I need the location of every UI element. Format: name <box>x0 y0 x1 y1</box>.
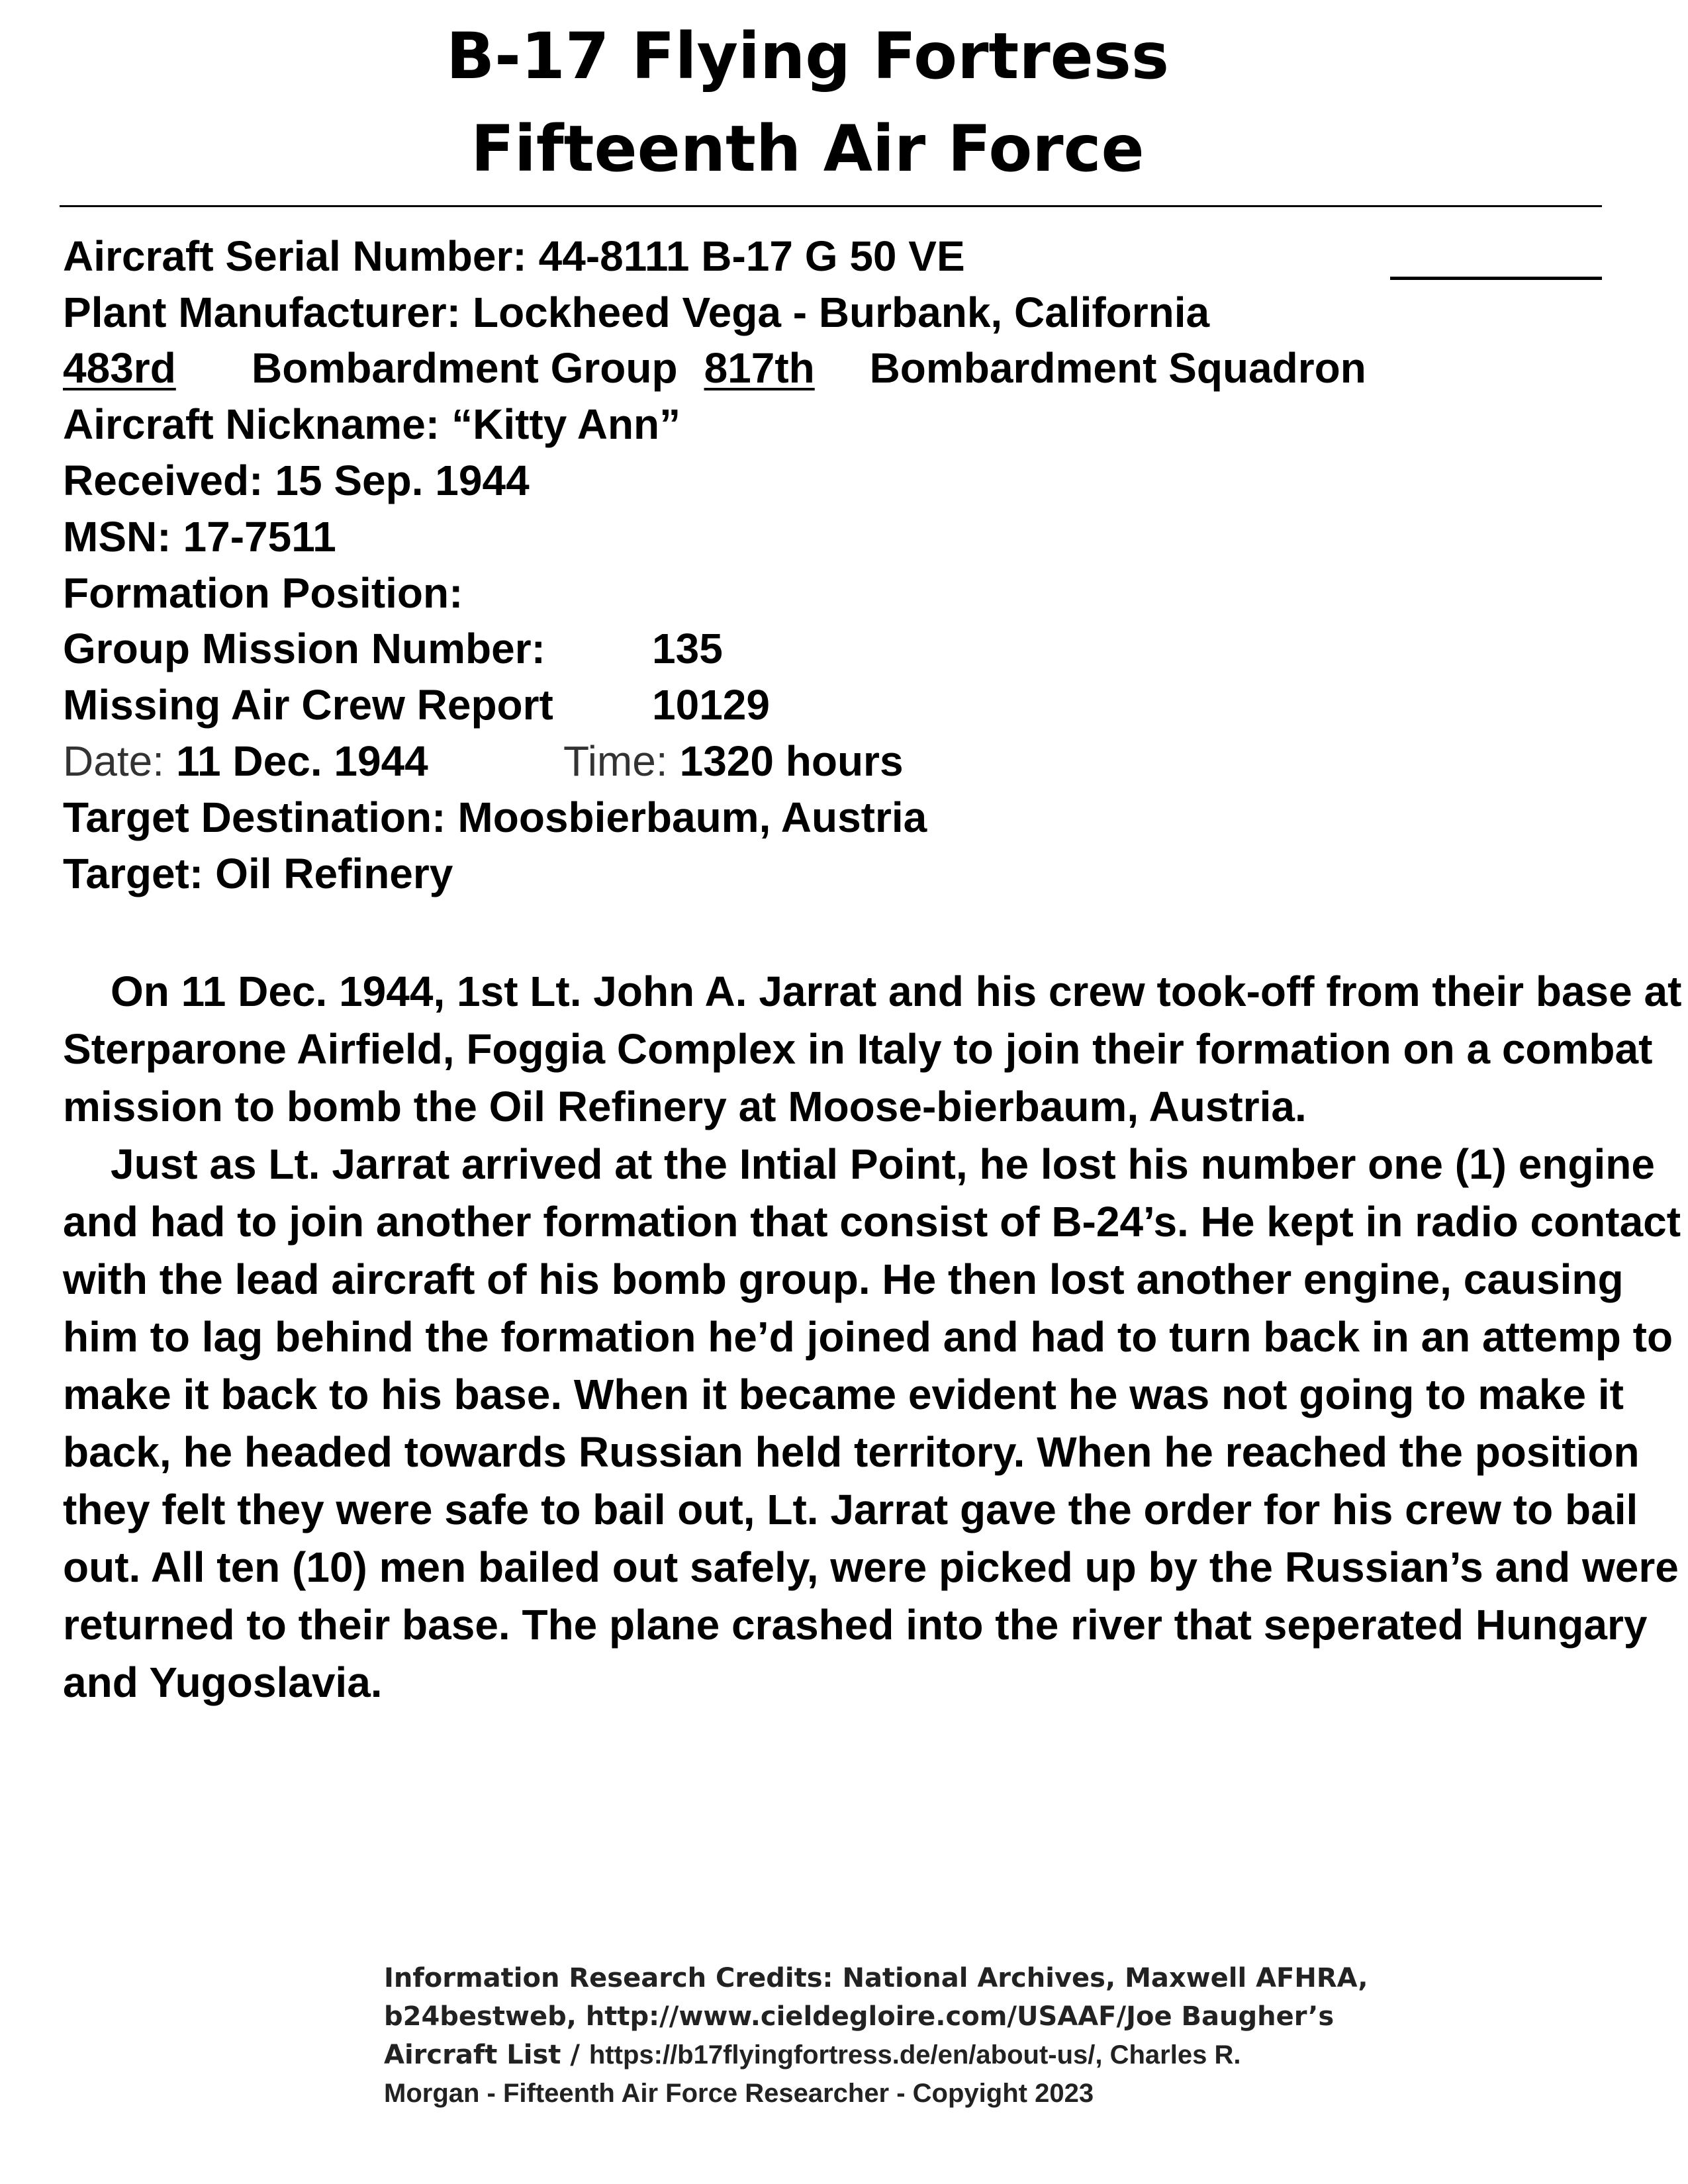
squadron-number: 817th <box>704 344 815 392</box>
research-credits <box>384 1959 1377 2113</box>
page-title: B-17 Flying Fortress <box>445 19 1170 93</box>
credits-line-4: Morgan - Fifteenth Air Force Researcher - Copyight 2023 <box>384 2079 1094 2108</box>
credits-line-1: Information Research Credits: National Archives, Maxwell AFHRA, <box>384 1963 1368 1993</box>
group-label: Bombardment Group <box>252 344 678 392</box>
mission-value: 135 <box>652 625 723 672</box>
date-time-row <box>63 735 904 788</box>
squadron-label: Bombardment Squadron <box>869 344 1366 392</box>
nickname-row <box>63 398 680 451</box>
credits-line-3b: https://b17flyingfortress.de/en/about-us/, Charles R. <box>588 2040 1241 2070</box>
serial-number-row <box>63 230 965 283</box>
group-squadron-row <box>63 341 1366 394</box>
received-label: Received: <box>63 457 263 504</box>
nickname-label: Aircraft Nickname: <box>63 400 440 448</box>
credits-line-3a: Aircraft List / <box>384 2040 580 2070</box>
msn-row <box>63 510 336 563</box>
msn-label: MSN: <box>63 513 171 561</box>
destination-value: Moosbierbaum, Austria <box>457 794 927 841</box>
destination-row <box>63 791 927 844</box>
msn-value: 17-7511 <box>183 513 336 561</box>
formation-row <box>63 567 463 619</box>
credits-line-3 <box>384 2036 1377 2074</box>
destination-label: Target Destination: <box>63 794 446 841</box>
target-label: Target: <box>63 850 204 897</box>
target-value: Oil Refinery <box>215 850 453 897</box>
macr-label: Missing Air Crew Report <box>63 681 553 729</box>
received-row <box>63 454 530 507</box>
group-number: 483rd <box>63 344 176 392</box>
target-row <box>63 847 453 900</box>
date-label: Date: <box>63 737 164 785</box>
time-value: 1320 hours <box>679 737 904 785</box>
page-subtitle: Fifteenth Air Force <box>471 112 1145 186</box>
blank-line <box>1390 277 1602 280</box>
nickname-value: “Kitty Ann” <box>451 400 681 448</box>
credits-line-2: b24bestweb, http://www.cieldegloire.com/USAAF/Joe Baugher’s <box>384 2001 1335 2032</box>
serial-number-label: Aircraft Serial Number: <box>63 232 527 280</box>
formation-label: Formation Position: <box>63 569 463 617</box>
manufacturer-label: Plant Manufacturer: <box>63 289 461 336</box>
manufacturer-row <box>63 286 1209 339</box>
date-value: 11 Dec. 1944 <box>175 737 428 785</box>
header-divider <box>60 205 1602 207</box>
mission-row <box>63 622 723 675</box>
received-value: 15 Sep. 1944 <box>275 457 530 504</box>
serial-number-value: 44-8111 B-17 G 50 VE <box>538 232 965 280</box>
narrative-paragraph-2: Just as Lt. Jarrat arrived at the Intial Point, he lost his number one (1) engine and had to join another formation that consist of B-24’s. He kept in radio contact with the lead aircraft of his bomb group. He then lost another engine, causing him to lag behind the formation he’d joined and had to turn back in an attemp to make it back to his base. When it became evident he was not going to make it back, he headed towards Russian held territory. When he reached the position they felt they were safe to bail out, Lt. Jarrat gave the order for his crew to bail out. All ten (10) men bailed out safely, were picked up by the Russian’s and were returned to their base. The plane crashed into the river that seperated Hungary and Yugoslavia. <box>63 1140 1681 1706</box>
mission-label: Group Mission Number: <box>63 625 545 672</box>
macr-value: 10129 <box>652 681 770 729</box>
manufacturer-value: Lockheed Vega - Burbank, California <box>472 289 1210 336</box>
narrative <box>63 963 1688 1711</box>
macr-row <box>63 678 770 731</box>
narrative-paragraph-1: On 11 Dec. 1944, 1st Lt. John A. Jarrat and his crew took-off from their base at Sterparone Airfield, Foggia Complex in Italy to join their formation on a combat mission to bomb the Oil Refinery at Moose-bierbaum, Austria. <box>63 968 1682 1130</box>
time-label: Time: <box>563 737 668 785</box>
